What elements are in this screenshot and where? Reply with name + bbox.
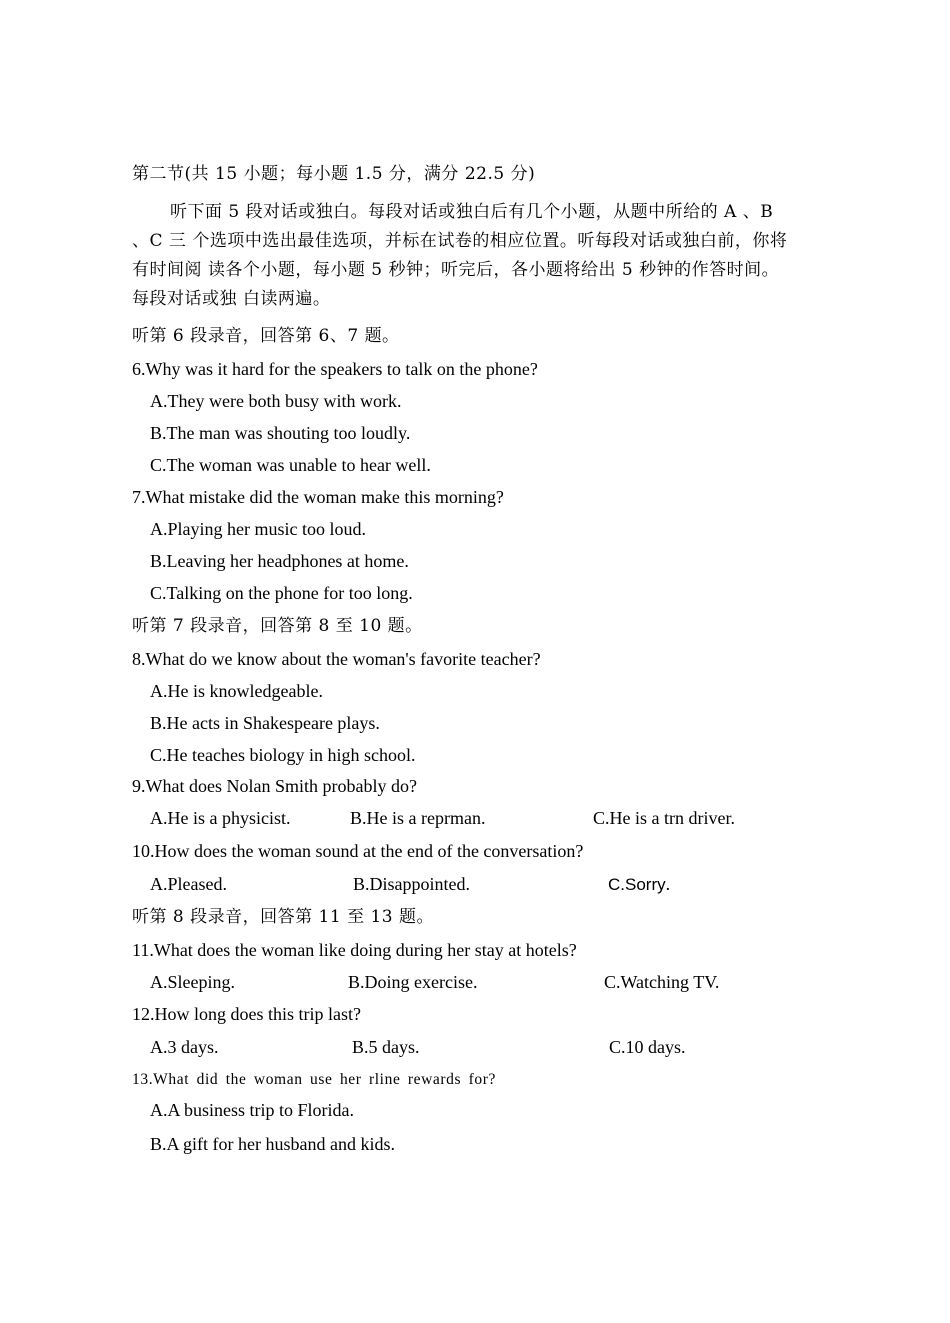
question-6-option-b: B.The man was shouting too loudly. — [150, 423, 411, 443]
question-12-option-b: B.5 days. — [352, 1037, 420, 1057]
question-9: 9.What does Nolan Smith probably do? — [132, 776, 417, 796]
question-13: 13.What did the woman use her rline rewards for? — [132, 1071, 496, 1088]
question-10-option-b: B.Disappointed. — [353, 874, 470, 894]
question-10-options — [150, 872, 850, 896]
question-13-option-b: B.A gift for her husband and kids. — [150, 1134, 395, 1154]
question-7-option-c: C.Talking on the phone for too long. — [150, 583, 413, 603]
segment-8-heading: 听第 8 段录音，回答第 11 至 13 题。 — [132, 907, 435, 927]
question-6-option-c: C.The woman was unable to hear well. — [150, 455, 431, 475]
question-11-option-c: C.Watching TV. — [604, 972, 720, 992]
question-10-option-c-text: C.Sorry — [608, 875, 666, 894]
question-10: 10.How does the woman sound at the end of the conversation? — [132, 841, 584, 861]
question-10-option-a: A.Pleased. — [150, 874, 227, 894]
instruction-line-1: 听下面 5 段对话或独白。每段对话或独白后有几个小题，从题中所给的 A 、B — [170, 202, 774, 222]
question-9-option-c: C.He is a trn driver. — [593, 808, 735, 828]
question-8-option-a: A.He is knowledgeable. — [150, 681, 323, 701]
question-11-option-b: B.Doing exercise. — [348, 972, 478, 992]
section-heading: 第二节(共 15 小题；每小题 1.5 分，满分 22.5 分) — [132, 164, 536, 184]
question-12-option-a: A.3 days. — [150, 1037, 219, 1057]
question-7-option-b: B.Leaving her headphones at home. — [150, 551, 409, 571]
segment-6-heading: 听第 6 段录音，回答第 6、7 题。 — [132, 326, 400, 346]
question-12: 12.How long does this trip last? — [132, 1004, 361, 1024]
question-9-option-a: A.He is a physicist. — [150, 808, 291, 828]
question-11-option-a: A.Sleeping. — [150, 972, 235, 992]
question-6-option-a: A.They were both busy with work. — [150, 391, 402, 411]
instruction-line-2: 、C 三 个选项中选出最佳选项，并标在试卷的相应位置。听每段对话或独白前，你将 — [132, 231, 788, 251]
question-10-option-c-period: . — [665, 874, 671, 894]
instruction-line-3: 有时间阅 读各个小题，每小题 5 秒钟；听完后，各小题将给出 5 秒钟的作答时间。 — [132, 260, 780, 280]
question-8-option-c: C.He teaches biology in high school. — [150, 745, 416, 765]
question-12-options — [150, 1035, 850, 1059]
question-9-option-b: B.He is a reprman. — [350, 808, 486, 828]
instruction-line-4: 每段对话或独 白读两遍。 — [132, 289, 331, 309]
question-7-option-a: A.Playing her music too loud. — [150, 519, 366, 539]
question-8: 8.What do we know about the woman's favorite teacher? — [132, 649, 541, 669]
question-12-option-c: C.10 days. — [609, 1037, 686, 1057]
question-7: 7.What mistake did the woman make this morning? — [132, 487, 504, 507]
question-6: 6.Why was it hard for the speakers to talk on the phone? — [132, 359, 538, 379]
question-9-options — [150, 806, 850, 830]
segment-7-heading: 听第 7 段录音，回答第 8 至 10 题。 — [132, 616, 423, 636]
question-8-option-b: B.He acts in Shakespeare plays. — [150, 713, 380, 733]
question-11-options — [150, 970, 850, 994]
question-13-option-a: A.A business trip to Florida. — [150, 1100, 355, 1120]
question-10-option-c — [608, 872, 670, 897]
question-11: 11.What does the woman like doing during her stay at hotels? — [132, 940, 577, 960]
